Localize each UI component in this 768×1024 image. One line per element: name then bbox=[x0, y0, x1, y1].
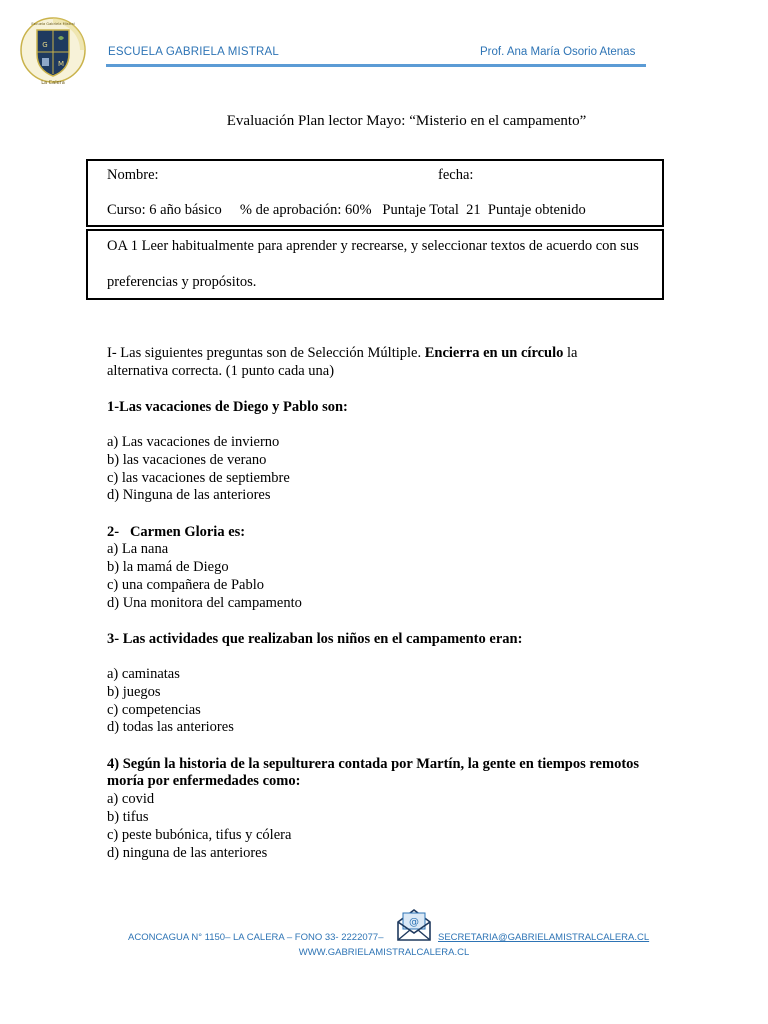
q1-option-b[interactable]: b) las vacaciones de verano bbox=[107, 452, 267, 468]
header-rule bbox=[106, 64, 646, 67]
question-2: 2- Carmen Gloria es: bbox=[107, 524, 246, 540]
q3-option-c[interactable]: c) competencias bbox=[107, 702, 201, 718]
svg-text:@: @ bbox=[409, 917, 419, 928]
q3-option-b[interactable]: b) juegos bbox=[107, 684, 161, 700]
q4-option-b[interactable]: b) tifus bbox=[107, 809, 149, 825]
q2-option-c[interactable]: c) una compañera de Pablo bbox=[107, 577, 265, 593]
school-name: ESCUELA GABRIELA MISTRAL bbox=[108, 46, 279, 58]
footer-website[interactable]: WWW.GABRIELAMISTRALCALERA.CL bbox=[298, 947, 470, 958]
teacher-name: Prof. Ana María Osorio Atenas bbox=[480, 46, 636, 58]
date-label: fecha: bbox=[438, 167, 474, 183]
q2-option-a[interactable]: a) La nana bbox=[107, 541, 169, 557]
q4-option-a[interactable]: a) covid bbox=[107, 791, 155, 807]
logo-letter-g: G bbox=[42, 41, 48, 49]
objective-line-2: preferencias y propósitos. bbox=[107, 274, 257, 290]
q4-option-d[interactable]: d) ninguna de las anteriores bbox=[107, 845, 268, 861]
course-line: Curso: 6 año básico % de aprobación: 60% Puntaje Total 21 Puntaje obtenido bbox=[107, 202, 586, 218]
instructions-line-1: I- Las siguientes preguntas son de Selección Múltiple. Encierra en un círculo la bbox=[107, 345, 578, 361]
footer-address: ACONCAGUA N° 1150– LA CALERA – FONO 33- 2222077– bbox=[128, 932, 384, 943]
q2-option-b[interactable]: b) la mamá de Diego bbox=[107, 559, 229, 575]
email-envelope-icon bbox=[394, 904, 434, 944]
logo-top-text: Escuela Gabriela Mistral bbox=[31, 22, 75, 26]
q2-option-d[interactable]: d) Una monitora del campamento bbox=[107, 595, 302, 611]
q1-option-a[interactable]: a) Las vacaciones de invierno bbox=[107, 434, 280, 450]
q3-option-a[interactable]: a) caminatas bbox=[107, 666, 180, 682]
logo-letter-m: M bbox=[57, 60, 65, 68]
q4-option-c[interactable]: c) peste bubónica, tifus y cólera bbox=[107, 827, 292, 843]
question-3: 3- Las actividades que realizaban los niños en el campamento eran: bbox=[107, 631, 523, 647]
name-label: Nombre: bbox=[107, 167, 159, 183]
q1-option-c[interactable]: c) las vacaciones de septiembre bbox=[107, 470, 290, 486]
q3-option-d[interactable]: d) todas las anteriores bbox=[107, 719, 234, 735]
footer-email-link[interactable]: SECRETARIA@GABRIELAMISTRALCALERA.CL bbox=[438, 932, 650, 943]
q1-option-d[interactable]: d) Ninguna de las anteriores bbox=[107, 487, 271, 503]
question-1: 1-Las vacaciones de Diego y Pablo son: bbox=[107, 399, 348, 415]
instructions-line-2: alternativa correcta. (1 punto cada una) bbox=[107, 363, 335, 379]
logo-bottom-text: La Calera bbox=[41, 80, 65, 86]
objective-line-1: OA 1 Leer habitualmente para aprender y recrearse, y seleccionar textos de acuerdo con sus bbox=[107, 238, 639, 254]
page-title: Evaluación Plan lector Mayo: “Misterio en el campamento” bbox=[226, 113, 587, 129]
school-logo-icon bbox=[20, 14, 86, 86]
question-4-line-1: 4) Según la historia de la sepulturera contada por Martín, la gente en tiempos remotos bbox=[107, 756, 640, 772]
question-4-line-2: moría por enfermedades como: bbox=[107, 773, 301, 789]
